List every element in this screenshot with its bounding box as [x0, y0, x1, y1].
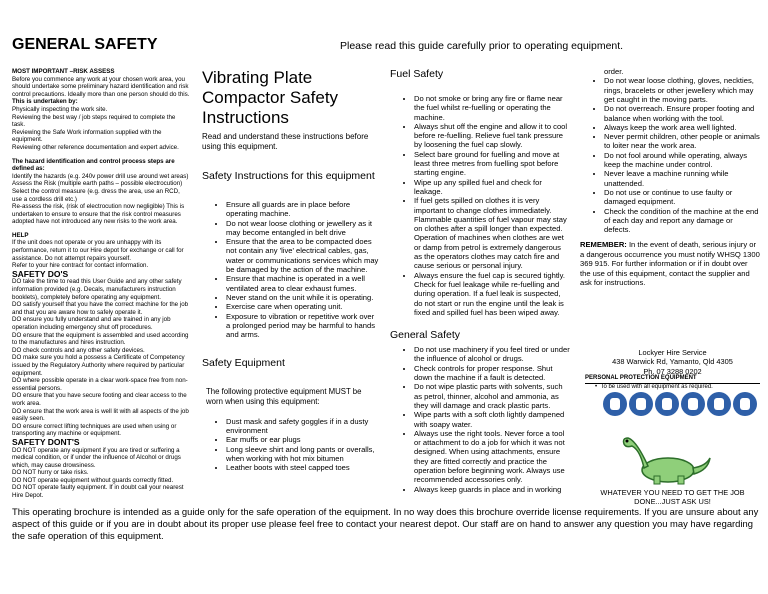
- fuel-safety-item: • Always ensure the fuel cap is secured tightly. Check for fuel leakage while re-fuelling and during operation. If a fuel leak is suspected, do not start or run the engine until the leak is fixed and spilled fuel has been wiped away.: [414, 271, 570, 317]
- gloves-icon: [707, 392, 731, 416]
- fuel-safety-list: [390, 94, 570, 317]
- order-continuation: order.: [604, 67, 624, 76]
- general-safety-item: • Wipe parts with a soft cloth lightly dampened with soapy water.: [414, 410, 570, 429]
- paragraph: Select the control measure (e.g. dress the area, use an RCD, use a cordless drill etc.): [12, 187, 180, 203]
- dinosaur-mascot-icon: [618, 430, 713, 485]
- paragraph: DO ensure that the equipment is assembled and used according to the manufactures and hires instruction.: [12, 331, 189, 347]
- safety-instruction-item: • Exposure to vibration or repetitive work over a prolonged period may be harmful to hands and arms.: [226, 312, 380, 340]
- paragraph: If the unit does not operate or you are unhappy with its performance, return it to our Hire depot for exchange or call for assistance. Do not attempt repairs yourself.: [12, 239, 184, 262]
- safety-boots-icon: [733, 392, 757, 416]
- instructions-title: Vibrating Plate Compactor Safety Instructions: [202, 68, 339, 127]
- general-safety-item: • Do not wipe plastic parts with solvents, such as petrol, thinner, alcohol and ammonia, as they will damage and crack plastic parts.: [414, 382, 570, 410]
- safety-instruction-item: • Do not wear loose clothing or jewellery as it may become entangled in belt drive: [226, 219, 380, 238]
- dust-mask-icon: [681, 392, 705, 416]
- slogan: [585, 488, 760, 506]
- fuel-safety-item: • Do not smoke or bring any fire or flame near the fuel whilst re-fuelling or operating the machine.: [414, 94, 570, 122]
- paragraph: DO where possible operate in a clear work-space free from non-essential persons.: [12, 377, 188, 392]
- remember-text: In the event of death, serious injury or a dangerous occurrence you must notify WHSQ 1300 369 915. For further information or if in doubt over the use of this equipment, contact the supplier and ask for instructions.: [580, 240, 760, 288]
- general-safety-continued-column: [580, 68, 760, 287]
- general-safety-continued-list: [580, 76, 760, 234]
- general-safety-item: • Never leave a machine running while unattended.: [604, 169, 760, 188]
- general-safety-item: • Never permit children, other people or animals to loiter near the work area.: [604, 132, 760, 151]
- paragraph: DO NOT operate faulty equipment. If in doubt call your nearest Hire Depot.: [12, 484, 184, 500]
- paragraph: Before you commence any work at your chosen work area, you should undertake some preliminary hazard identification and risk control precautions. Ideally more than one person should do this.: [12, 75, 190, 98]
- safety-equipment-item: • Leather boots with steel capped toes: [226, 463, 380, 472]
- section-heading: SAFETY DO'S: [12, 268, 69, 279]
- face-shield-icon: [629, 392, 653, 416]
- safety-equipment-item: • Dust mask and safety goggles if in a dusty environment: [226, 417, 380, 436]
- safety-equipment-heading: Safety Equipment: [202, 357, 285, 370]
- general-safety-item: • Do not wear loose clothing, gloves, neckties, rings, bracelets or other jewellery which may get caught in the moving parts.: [604, 76, 760, 104]
- safety-instruction-item: • Ensure all guards are in place before operating machine.: [226, 200, 380, 219]
- paragraph-heading: HELP: [12, 231, 29, 239]
- safety-equipment-item: • Long sleeve shirt and long pants or overalls, when working with hot mix bitumen: [226, 445, 380, 464]
- fuel-general-column: [390, 68, 570, 494]
- paragraph-heading: This is undertaken by:: [12, 98, 78, 106]
- fuel-safety-item: • If fuel gets spilled on clothes it is very important to change clothes immediately. Flammable quantities of fuel vapour may stay on clothes after a spill longer than expected. Operation of machines when clothes are wet or damp from petrol is extremely dangerous as the operators clothes may catch fire and cause serious or personal injury.: [414, 196, 570, 270]
- fuel-safety-item: • Wipe up any spilled fuel and check for leakage.: [414, 178, 570, 197]
- general-safety-item: • Do not overreach. Ensure proper footing and balance when working with the tool.: [604, 104, 760, 123]
- ppe-icons: [603, 392, 763, 422]
- paragraph: Refer to your hire contract for contact information.: [12, 262, 149, 270]
- safety-instruction-item: • Exercise care when operating unit.: [226, 302, 380, 311]
- section-heading: SAFETY DONT'S: [12, 436, 80, 447]
- general-safety-item: • Do not fool around while operating, always keep the machine under control.: [604, 151, 760, 170]
- risk-assess-column: [12, 68, 190, 500]
- hard-hat-icon: [603, 392, 627, 416]
- paragraph: DO NOT hurry or take risks.: [12, 469, 89, 477]
- paragraph: DO take the time to read this User Guide and any other safety information provided (e.g. Decals, manufacturers instruction booklets), completely before operating any equipment.: [12, 278, 182, 301]
- ppe-text: • To be used with all equipment as required.: [595, 383, 713, 390]
- general-safety-item: • Check controls for proper response. Shut down the machine if a fault is detected.: [414, 364, 570, 383]
- fuel-safety-item: • Always shut off the engine and allow it to cool before re-fuelling. Relieve fuel tank pressure by loosening the fuel cap slowly.: [414, 122, 570, 150]
- fuel-safety-item: • Select bare ground for fuelling and move at least three metres from fuelling spot before starting engine.: [414, 150, 570, 178]
- company-name: Lockyer Hire Service: [638, 348, 707, 357]
- paragraph: DO ensure that you have secure footing and clear access to the work area.: [12, 392, 187, 407]
- remember-label: REMEMBER:: [580, 240, 627, 250]
- paragraph-heading: MOST IMPORTANT –RISK ASSESS: [12, 68, 115, 75]
- ppe-section: [585, 375, 760, 391]
- general-safety-item: • Always keep the work area well lighted.: [604, 123, 760, 132]
- slogan-line-1: WHATEVER YOU NEED TO GET THE JOB: [600, 488, 745, 497]
- ppe-note: To be used with all equipment as required.: [600, 383, 713, 390]
- remember-notice: [580, 240, 760, 287]
- general-safety-heading: General Safety: [390, 329, 461, 342]
- ear-protection-icon: [655, 392, 679, 416]
- phone-number: Ph. 07 3288 0202: [643, 366, 702, 376]
- paragraph: DO make sure you hold a possess a Certificate of Competency issued by the Regulatory Authority where required by particular equipment.: [12, 354, 185, 377]
- paragraph: Reviewing the best way / job steps required to complete the task.: [12, 113, 176, 129]
- safety-instructions-heading: Safety Instructions for this equipment: [202, 170, 375, 182]
- paragraph: Re-assess the risk, (risk of electrocution now negligible) This is undertaken to ensure to ensure that the risk control measures adopted have not introduced any new risks to the work area.: [12, 203, 185, 226]
- paragraph: Identify the hazards (e.g. 240v power drill use around wet areas): [12, 172, 189, 180]
- safety-instructions-list: [202, 200, 380, 339]
- please-read-notice: Please read this guide carefully prior to operating equipment.: [340, 40, 624, 52]
- fuel-safety-heading: Fuel Safety: [390, 68, 444, 80]
- street-address: 438 Warwick Rd, Yamanto, Qld 4305: [612, 357, 733, 367]
- general-safety-item: • Always keep guards in place and in working: [414, 485, 570, 494]
- safety-instruction-item: • Ensure that the area to be compacted does not contain any 'live' electrical cables, gas, water or communications services which may be damaged by the action of the machine.: [226, 237, 380, 274]
- safety-equipment-item: • Ear muffs or ear plugs: [226, 435, 380, 444]
- paragraph-heading: The hazard identification and control process steps are defined as:: [12, 157, 175, 173]
- compactor-instructions-column: [202, 68, 380, 472]
- paragraph: DO satisfy yourself that you have the correct machine for the job and that you are aware how to safely operate it.: [12, 301, 189, 316]
- safety-instruction-item: • Never stand on the unit while it is operating.: [226, 293, 380, 302]
- ppe-heading: PERSONAL PROTECTION EQUIPMENT: [585, 375, 760, 384]
- paragraph: DO ensure you fully understand and are trained in any job operation including emergency shut off procedures.: [12, 316, 171, 331]
- instructions-subtitle: Read and understand these instructions before using this equipment.: [202, 132, 369, 151]
- paragraph: Assess the Risk (multiple earth paths – possible electrocution): [12, 180, 183, 188]
- general-safety-item: • Always use the right tools. Never force a tool or attachment to do a job for which it was not designed. When using attachments, ensure they are fitted correctly and practice the operation before beginning work. Always use recommended accessories only.: [414, 429, 570, 485]
- safety-equipment-list: [202, 417, 380, 473]
- general-safety-list: [390, 345, 570, 494]
- paragraph: Reviewing the Safe Work information supplied with the equipment.: [12, 128, 162, 144]
- general-safety-item: • Do not use or continue to use faulty or damaged equipment.: [604, 188, 760, 207]
- paragraph: Physically inspecting the work site.: [12, 105, 108, 113]
- paragraph: DO ensure that the work area is well lit with all aspects of the job easily seen.: [12, 407, 189, 423]
- slogan-line-2: DONE...JUST ASK US!: [634, 497, 711, 507]
- general-safety-item: • Check the condition of the machine at the end of each day and report any damage or defects.: [604, 207, 760, 235]
- safety-instruction-item: • Ensure that machine is operated in a well ventilated area to clear exhaust fumes.: [226, 274, 380, 293]
- paragraph: Reviewing other reference documentation and expert advice.: [12, 143, 179, 151]
- depot-address: [585, 348, 760, 376]
- paragraph: DO ensure correct lifting techniques are used when using or transporting any machine or equipment.: [12, 422, 177, 438]
- footer-disclaimer: This operating brochure is intended as a guide only for the safe operation of the equipment. In no way does this brochure override license requirements. If you are unsure about any aspect of this guide or if you are in doubt about its proper use please feel free to contact your nearest depot. Our staff are on hand to answer any question you may have regarding the safe operation of this equipment.: [12, 506, 759, 542]
- safety-equipment-intro: The following protective equipment MUST be worn when using this equipment:: [206, 387, 362, 407]
- paragraph: DO NOT operate equipment without guards correctly fitted.: [12, 476, 174, 484]
- paragraph: DO check controls and any other safety devices.: [12, 346, 145, 354]
- page-title: GENERAL SAFETY: [12, 36, 158, 53]
- general-safety-item: • Do not use machinery if you feel tired or under the influence of alcohol or drugs.: [414, 345, 570, 364]
- paragraph: DO NOT operate any equipment if you are tired or suffering a medical condition, or if under the influence of Alcohol or drugs which, may cause drowsiness.: [12, 446, 181, 469]
